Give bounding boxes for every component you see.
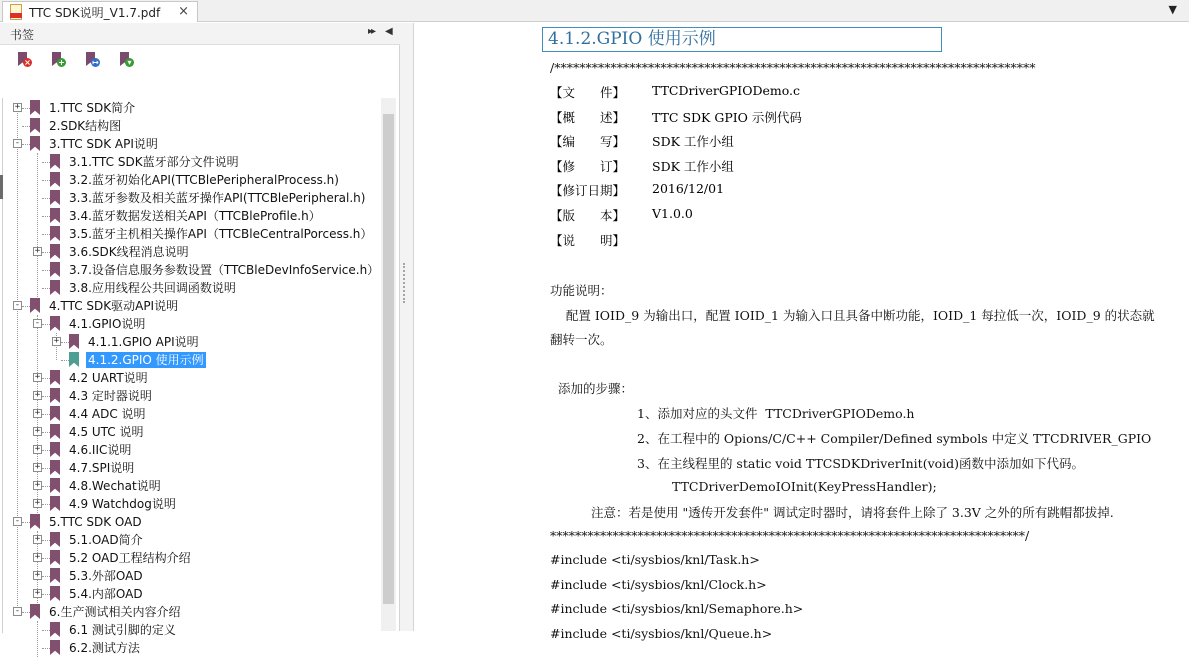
expand-node-icon[interactable]: + [14,102,21,112]
bookmark-item[interactable] [0,495,380,513]
include-line: #include <ti/sysbios/knl/Queue.h> [550,625,773,641]
bookmark-panel [0,23,400,655]
bookmark-label: 6.2.测试方法 [69,641,140,655]
bookmark-item[interactable] [0,117,380,135]
bookmark-item[interactable] [0,99,380,117]
bookmark-scrollbar-thumb[interactable] [383,114,394,604]
bookmark-item[interactable] [0,639,380,657]
expand-node-icon[interactable]: + [34,390,41,400]
expand-node-icon[interactable]: + [34,462,41,472]
function-line-2: 翻转一次。 [550,332,613,347]
expand-node-icon[interactable]: + [34,534,41,544]
field-label: 【文 件】 [550,85,626,100]
bookmark-icon [50,190,60,205]
bookmark-label: 3.2.蓝牙初始化API(TTCBlePeripheralProcess.h) [69,173,339,187]
add-bookmark-icon[interactable] [50,52,66,68]
pdf-file-icon [9,4,23,20]
bookmark-icon [50,406,60,421]
document-tab-title: TTC SDK说明_V1.7.pdf [29,5,161,20]
bookmark-icon [50,208,60,223]
bookmark-item[interactable] [0,189,380,207]
bookmark-label: 5.4.内部OAD [69,587,143,601]
bookmark-label: 4.1.GPIO说明 [69,317,146,331]
bookmark-label: 1.TTC SDK简介 [49,101,136,115]
include-line: #include <ti/sysbios/knl/Task.h> [550,552,760,567]
field-label: 【修 订】 [550,158,626,174]
bookmark-icon [50,154,60,169]
bookmark-item[interactable] [0,585,380,603]
bookmark-icon [50,550,60,565]
bookmark-tree [0,73,383,655]
bookmark-label: 6.1 测试引脚的定义 [69,623,176,637]
bookmark-icon [30,604,40,619]
badge-glyph: + [58,58,65,67]
field-value: TTC SDK GPIO 示例代码 [652,109,802,125]
bookmark-label: 4.2 UART说明 [69,371,148,385]
bookmark-label: 4.6.IIC说明 [69,443,132,457]
bookmark-label: 4.1.1.GPIO API说明 [88,335,199,349]
bookmark-label: 4.7.SPI说明 [69,461,135,475]
add-child-bookmark-icon[interactable] [84,52,100,68]
bookmark-item[interactable] [0,369,380,387]
expand-node-icon[interactable]: + [34,372,41,382]
collapse-node-icon[interactable]: - [14,516,21,526]
field-label: 【修订日期】 [550,183,626,199]
bookmark-item[interactable] [0,423,380,441]
bookmark-icon [50,568,60,583]
bookmark-item[interactable] [0,621,380,639]
bookmark-label: 4.8.Wechat说明 [69,479,161,493]
delete-bookmark-icon[interactable] [16,52,32,68]
comment-close: ****************************************************************************/ [550,528,1030,543]
bookmark-icon [50,640,60,655]
tab-list-dropdown-icon[interactable]: ▼ [1168,3,1177,16]
collapse-panel-icon[interactable]: ◀ [385,26,393,37]
bookmark-scrollbar[interactable] [381,98,396,631]
badge-glyph: ▾ [125,58,134,67]
bookmark-icon [69,334,79,349]
field-value: SDK 工作小组 [652,134,734,150]
bookmark-label: 4.TTC SDK驱动API说明 [49,299,179,313]
bookmark-label: 2.SDK结构图 [49,119,122,133]
bookmark-icon [50,622,60,637]
badge-glyph: × [24,58,31,67]
expand-node-icon[interactable]: + [53,336,60,346]
bookmark-icon [50,244,60,259]
bookmark-item[interactable] [0,279,380,297]
steps-title: 添加的步骤： [550,381,633,396]
bookmark-icon [50,424,60,439]
panel-splitter[interactable] [400,23,414,631]
bookmark-label: 3.7.设备信息服务参数设置（TTCBleDevInfoService.h） [69,263,380,277]
bookmark-icon [50,586,60,601]
bookmark-icon [50,280,60,295]
bookmark-label: 5.2 OAD工程结构介绍 [69,551,191,565]
field-value: TTCDriverGPIODemo.c [652,83,801,98]
include-line: #include <ti/sysbios/knl/Clock.h> [550,576,767,592]
bookmark-item[interactable] [0,171,380,189]
bookmark-icon [30,118,40,133]
note: 注意：若是使用 "透传开发套件" 调试定时器时，请将套件上除了 3.3V 之外的所有跳帽都拔掉. [591,505,1114,520]
collapse-node-icon[interactable]: - [14,138,21,148]
bookmark-item[interactable] [0,135,380,153]
bookmark-item[interactable] [0,531,380,549]
bookmark-label: 3.1.TTC SDK蓝牙部分文件说明 [69,155,239,169]
step-3-code: TTCDriverDemoIOInit(KeyPressHandler); [672,479,937,494]
step-3: 3、在主线程里的 static void TTCSDKDriverInit(void)函数中添加如下代码。 [637,456,1085,471]
bookmark-icon [69,352,79,367]
bookmark-icon [50,316,60,331]
bookmark-item[interactable] [0,333,380,351]
section-heading: 4.1.2.GPIO 使用示例 [542,27,942,52]
field-value: SDK 工作小组 [652,158,734,174]
tab-bar [0,0,1189,22]
bookmark-icon [50,388,60,403]
field-value: V1.0.0 [652,206,693,221]
bookmark-label: 3.8.应用线程公共回调函数说明 [69,281,236,295]
bookmark-item[interactable] [0,243,380,261]
bookmark-icon [30,136,40,151]
bookmark-icon [50,172,60,187]
function-line-1: 配置 IOID_9 为输出口，配置 IOID_1 为输入口且具备中断功能，IOID_1 每拉低一次，IOID_9 的状态就 [550,308,1155,323]
step-1: 1、添加对应的头文件 TTCDriverGPIODemo.h [637,406,915,421]
field-label: 【编 写】 [550,134,626,150]
bookmark-icon [50,442,60,457]
bookmark-label: 3.5.蓝牙主机相关操作API（TTCBleCentralPorcess.h） [69,227,373,241]
bookmark-item[interactable] [0,477,380,495]
expand-node-icon[interactable]: + [34,498,41,508]
bookmark-icon [50,226,60,241]
bookmark-item[interactable] [0,603,380,621]
field-value: 2016/12/01 [652,181,725,197]
bookmark-label: 4.9 Watchdog说明 [69,497,176,511]
bookmark-label: 3.3.蓝牙参数及相关蓝牙操作API(TTCBlePeripheral.h) [69,191,366,205]
bookmark-panel-title: 书签 [10,28,35,42]
bookmark-label: 3.TTC SDK API说明 [49,137,158,151]
bookmark-panel-header [0,23,400,45]
expand-node-icon[interactable]: + [34,552,41,562]
bookmark-icon [50,370,60,385]
bookmark-icon [30,298,40,313]
expand-node-icon[interactable]: + [34,426,41,436]
bookmark-item[interactable] [0,351,380,369]
bookmark-label: 5.TTC SDK OAD [49,515,142,529]
bookmark-icon [50,262,60,277]
document-tab[interactable] [2,1,198,22]
expand-bookmark-icon[interactable] [118,52,134,68]
bookmark-icon [50,532,60,547]
bookmark-label: 5.1.OAD简介 [69,533,143,547]
bookmark-label: 5.3.外部OAD [69,569,143,583]
bookmark-item[interactable] [0,153,380,171]
collapse-node-icon[interactable]: - [34,318,41,328]
bookmark-label: 6.生产测试相关内容介绍 [49,605,181,619]
bookmark-item[interactable] [0,405,380,423]
bookmark-label: 4.5 UTC 说明 [69,425,144,439]
expand-node-icon[interactable]: + [34,588,41,598]
bookmark-item[interactable] [0,315,380,333]
expand-node-icon[interactable]: + [34,480,41,490]
include-line: #include <ti/sysbios/knl/Semaphore.h> [550,601,804,616]
document-view [415,23,1189,641]
collapse-node-icon[interactable]: - [14,300,21,310]
badge-glyph: ↦ [92,58,99,67]
bookmark-icon [50,496,60,511]
bookmark-item[interactable] [0,567,380,585]
close-tab-icon[interactable]: × [178,4,189,19]
bookmark-label: 4.4 ADC 说明 [69,407,146,421]
bookmark-icon [50,478,60,493]
bookmark-item[interactable] [0,441,380,459]
splitter-grip[interactable] [403,263,409,303]
bookmark-label: 3.4.蓝牙数据发送相关API（TTCBleProfile.h） [69,209,321,223]
bookmark-item[interactable] [0,207,380,225]
bookmark-icon [30,514,40,529]
bookmark-icon [30,100,40,115]
step-2: 2、在工程中的 Opions/C/C++ Compiler/Defined symbols 中定义 TTCDRIVER_GPIO [637,431,1152,446]
bookmark-item[interactable] [0,387,380,405]
bookmark-item[interactable] [0,261,380,279]
expand-node-icon[interactable]: + [34,570,41,580]
field-label: 【版 本】 [550,208,626,223]
bookmark-item[interactable] [0,549,380,567]
bookmark-label: 4.1.2.GPIO 使用示例 [88,353,204,367]
field-label: 【概 述】 [550,109,626,125]
bookmark-label: 3.6.SDK线程消息说明 [69,245,189,259]
comment-open: /***************************************************************************** [550,60,1036,75]
expand-panel-icon[interactable]: ▸▸ [368,26,375,37]
bookmark-icon [50,460,60,475]
expand-node-icon[interactable]: + [34,246,41,256]
collapse-node-icon[interactable]: - [14,606,21,616]
expand-node-icon[interactable]: + [34,408,41,418]
bookmark-item[interactable] [0,297,380,315]
field-label: 【说 明】 [550,232,626,248]
bookmark-label: 4.3 定时器说明 [69,389,152,403]
bookmark-toolbar [0,46,400,72]
function-title: 功能说明： [550,283,613,298]
bookmark-item[interactable] [0,225,380,243]
expand-node-icon[interactable]: + [34,444,41,454]
bookmark-item[interactable] [0,459,380,477]
bookmark-item[interactable] [0,513,380,531]
